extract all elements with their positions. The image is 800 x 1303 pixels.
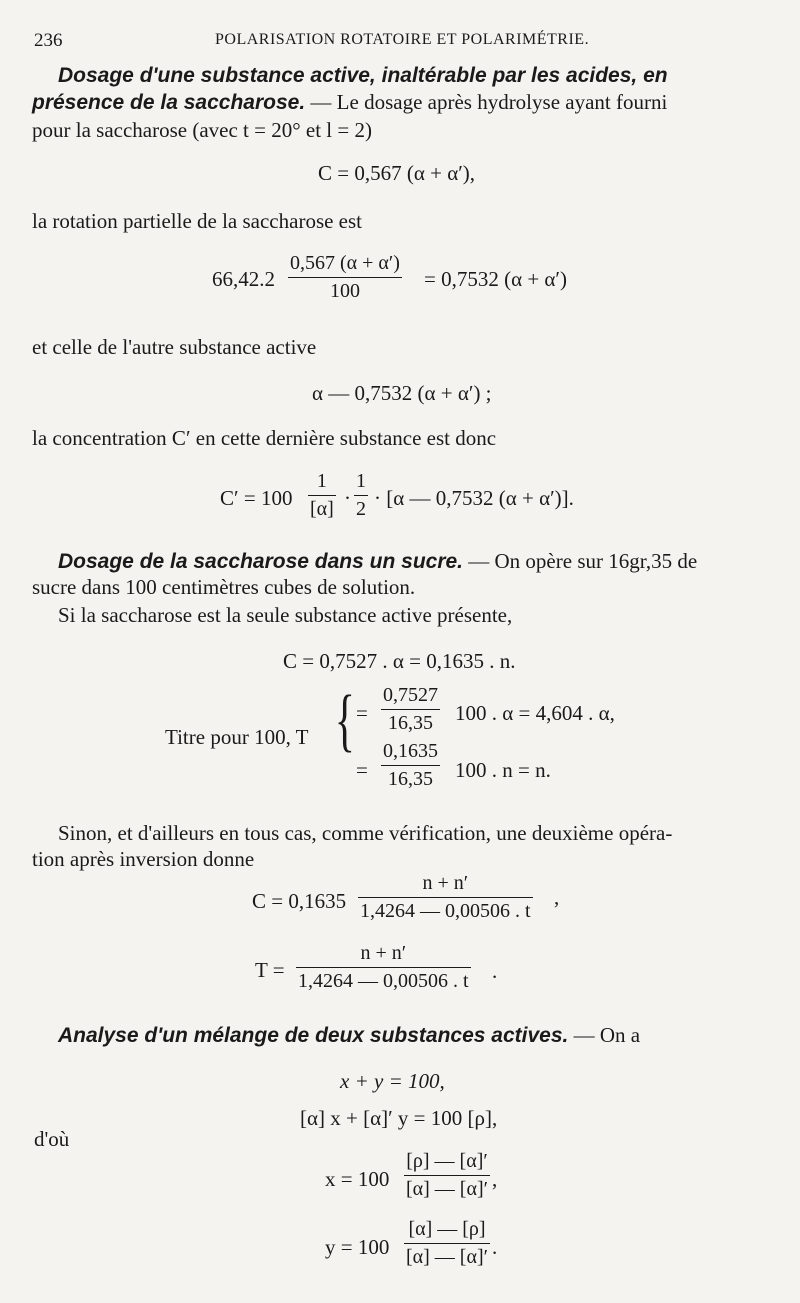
fraction-denominator: [α] [310,498,334,520]
titre-row2-eq: = [356,758,368,782]
left-brace: { [334,682,355,759]
equation-other-substance: α — 0,7532 (α + α′) ; [312,381,492,405]
fraction-denominator: 1,4264 — 0,00506 . t [360,900,531,922]
fraction-numerator: n + n′ [360,942,407,964]
fraction-numerator: 0,7527 [383,684,438,706]
titre-row1-fraction [381,684,440,735]
equation-concentration-dot: · [344,486,351,510]
fraction-denominator: 1,4264 — 0,00506 . t [298,970,469,992]
equation-x-prefix: x = 100 [325,1167,390,1191]
fraction-numerator: 0,1635 [383,740,438,762]
titre-row2-tail: 100 . n = n. [455,758,551,782]
titre-row1-eq: = [356,701,368,725]
section1-title-line1: Dosage d'une substance active, inaltérable par les acides, en [58,64,668,87]
section3-title-tail: — On a [568,1023,641,1047]
section1-line1-tail: — Le dosage après hydrolyse ayant fourni [305,90,668,114]
section1-title-line2: présence de la saccharose. [32,91,306,114]
equation-t-fraction [296,942,471,993]
equation-rotations: [α] x + [α]′ y = 100 [ρ], [300,1106,498,1130]
equation-c-alpha-n: C = 0,7527 . α = 0,1635 . n. [283,649,516,673]
section3-line1 [58,1022,640,1049]
section2-line3: Si la saccharose est la seule substance active présente, [58,603,513,627]
running-title: POLARISATION ROTATOIRE ET POLARIMÉTRIE. [215,31,590,48]
equation-rotation-fraction [288,252,402,303]
equation-c-saccharose: C = 0,567 (α + α′), [318,161,476,185]
section2-text-b: tion après inversion donne [32,847,255,871]
equation-c-inversion-prefix: C = 0,1635 [252,889,347,913]
equation-t-prefix: T = [255,958,285,982]
fraction-numerator: [ρ] — [α]′ [406,1150,488,1172]
equation-y-fraction [404,1218,490,1269]
equation-x-fraction [404,1150,490,1201]
equation-concentration-suffix: · [α — 0,7532 (α + α′)]. [374,486,574,510]
fraction-numerator: 1 [356,470,366,492]
section3-title: Analyse d'un mélange de deux substances actives. [58,1024,569,1047]
fraction-denominator: 16,35 [388,768,433,790]
section2-line2: sucre dans 100 centimètres cubes de solution. [32,575,416,599]
titre-label: Titre pour 100, T [165,725,309,749]
equation-y-prefix: y = 100 [325,1235,390,1259]
fraction-denominator: [α] — [α]′ [406,1178,488,1200]
section1-text-rotation: la rotation partielle de la saccharose est [32,209,363,233]
section1-line1 [32,89,667,116]
fraction-numerator: 0,567 (α + α′) [290,252,400,274]
titre-row2-fraction [381,740,440,791]
fraction-numerator: 1 [316,470,327,492]
equation-c-inversion-fraction [358,872,533,923]
fraction-denominator: 2 [356,498,366,520]
section2-line1-tail: — On opère sur 16gr,35 de [463,549,698,573]
equation-x-plus-y: x + y = 100, [340,1069,445,1093]
page-number: 236 [34,30,63,51]
equation-concentration-prefix: C′ = 100 [220,486,293,510]
equation-x-suffix: , [492,1167,498,1191]
equation-y-suffix: . [492,1235,498,1259]
section1-text-other: et celle de l'autre substance active [32,335,317,359]
fraction-denominator: [α] — [α]′ [406,1246,488,1268]
equation-t-suffix: . [492,959,498,983]
fraction-numerator: n + n′ [422,872,469,894]
fraction-denominator: 16,35 [388,712,433,734]
equation-concentration-fraction1 [308,470,336,521]
equation-rotation-prefix: 66,42.2 [212,267,275,291]
titre-row1-tail: 100 . α = 4,604 . α, [455,701,615,725]
section1-text-concentration: la concentration C′ en cette dernière substance est donc [32,426,497,450]
fraction-denominator: 100 [329,280,360,302]
text-dou: d'où [34,1127,70,1151]
section2-line1 [58,548,697,575]
section2-text-a: Sinon, et d'ailleurs en tous cas, comme vérification, une deuxième opéra- [58,821,673,845]
section2-title: Dosage de la saccharose dans un sucre. [58,550,464,573]
fraction-numerator: [α] — [ρ] [408,1218,486,1240]
section1-line2: pour la saccharose (avec t = 20° et l = 2) [32,118,372,142]
equation-rotation-suffix: = 0,7532 (α + α′) [424,267,568,291]
equation-c-inversion-suffix: , [554,885,560,909]
equation-concentration-fraction2 [354,470,368,521]
